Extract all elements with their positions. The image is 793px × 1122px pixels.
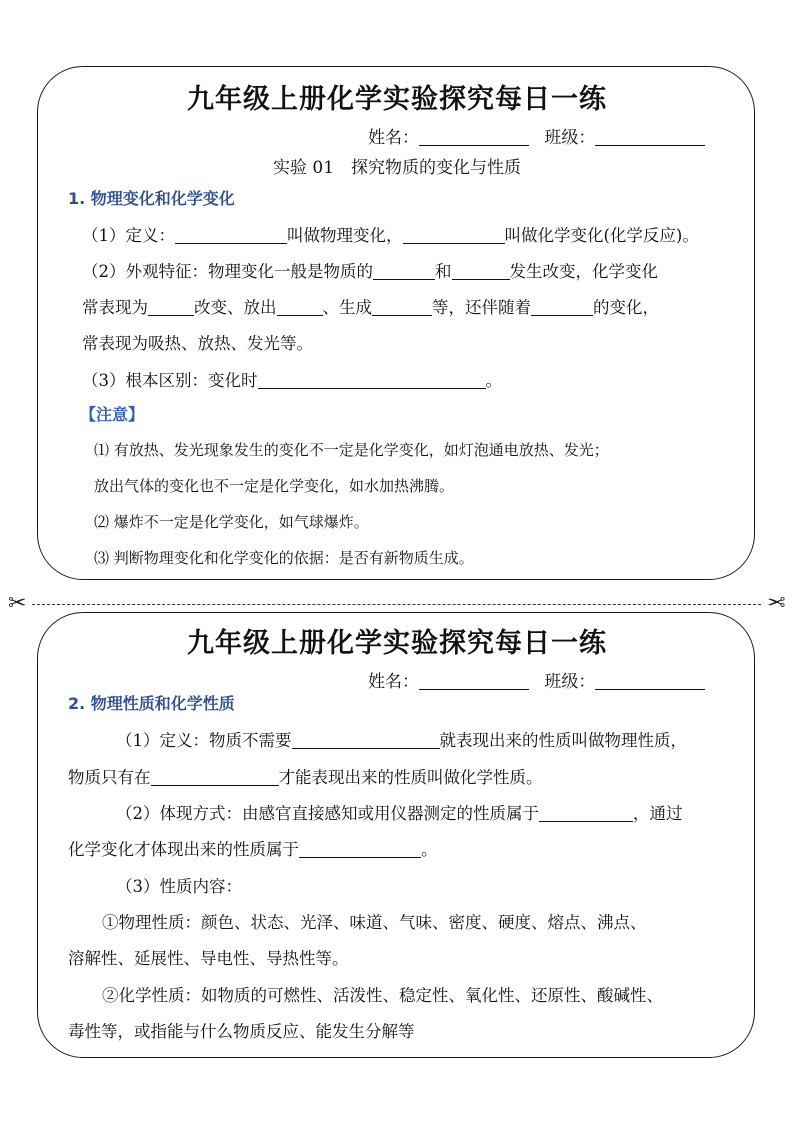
answer-blank[interactable] <box>148 299 194 317</box>
text: 叫做化学变化(化学反应)。 <box>504 226 699 245</box>
note-line: 放出气体的变化也不一定是化学变化，如水加热沸腾。 <box>94 477 455 495</box>
answer-blank[interactable] <box>258 372 486 390</box>
text: （3）根本区别：变化时 <box>82 371 258 390</box>
text: （2）外观特征：物理变化一般是物质的 <box>82 262 373 281</box>
section-heading: 1. 物理变化和化学变化 <box>68 189 235 208</box>
text: 等，还伴随着 <box>432 298 531 317</box>
chemical-property-line-1: ②化学性质：如物质的可燃性、活泼性、稳定性、氧化性、还原性、酸碱性、 <box>102 986 663 1005</box>
dashed-divider <box>32 604 761 605</box>
expression-line-2 <box>68 836 438 860</box>
answer-blank[interactable] <box>277 299 323 317</box>
worksheet-card-1 <box>37 66 755 580</box>
scissors-icon: ✂ <box>766 591 785 616</box>
name-blank[interactable] <box>419 128 529 146</box>
name-label: 姓名： <box>368 672 419 692</box>
name-blank[interactable] <box>419 672 529 690</box>
class-blank[interactable] <box>595 128 705 146</box>
name-class-row <box>368 667 705 692</box>
answer-blank[interactable] <box>403 227 505 245</box>
text: 化学变化才体现出来的性质属于 <box>68 840 299 859</box>
answer-blank[interactable] <box>531 299 593 317</box>
answer-blank[interactable] <box>299 841 421 859</box>
text: 发生改变，化学变化 <box>509 262 658 281</box>
text: （2）体现方式：由感官直接感知或用仪器测定的性质属于 <box>116 804 539 823</box>
text: ，通过 <box>633 804 683 823</box>
difference-line <box>82 367 502 391</box>
answer-blank[interactable] <box>373 263 435 281</box>
text: 才能表现出来的性质叫做化学性质。 <box>278 768 543 787</box>
text: 和 <box>435 262 452 281</box>
scissors-icon: ✂ <box>8 591 27 616</box>
content-heading: （3）性质内容： <box>116 877 242 896</box>
answer-blank[interactable] <box>452 263 510 281</box>
answer-blank[interactable] <box>292 732 440 750</box>
text: 。 <box>485 371 502 390</box>
text: 叫做物理变化， <box>287 226 403 245</box>
class-label: 班级： <box>544 128 596 148</box>
definition-line <box>82 222 699 246</box>
text: 常表现为 <box>82 298 148 317</box>
note-line: ⑵ 爆炸不一定是化学变化，如气球爆炸。 <box>94 513 369 531</box>
text: 。 <box>421 840 438 859</box>
text: 就表现出来的性质叫做物理性质， <box>439 731 687 750</box>
answer-blank[interactable] <box>372 299 432 317</box>
text: 、生成 <box>322 298 372 317</box>
note-line: ⑶ 判断物理变化和化学变化的依据：是否有新物质生成。 <box>94 549 474 567</box>
feature-line-3: 常表现为吸热、放热、发光等。 <box>82 334 313 353</box>
text: 改变、放出 <box>194 298 277 317</box>
definition-line-2 <box>68 764 543 788</box>
worksheet-card-2 <box>37 612 755 1058</box>
expression-line-1 <box>116 800 683 824</box>
answer-blank[interactable] <box>539 805 633 823</box>
section-heading: 2. 物理性质和化学性质 <box>68 694 235 713</box>
name-class-row <box>368 123 705 148</box>
experiment-subtitle: 实验 01 探究物质的变化与性质 <box>272 158 522 178</box>
feature-line-2 <box>82 294 659 318</box>
feature-line-1 <box>82 258 658 282</box>
text: （1）定义： <box>82 226 175 245</box>
text: 的变化， <box>593 298 659 317</box>
answer-blank[interactable] <box>175 227 287 245</box>
worksheet-title: 九年级上册化学实验探究每日一练 <box>187 84 607 115</box>
note-label: 【注意】 <box>80 405 145 424</box>
class-label: 班级： <box>544 672 596 692</box>
physical-property-line-2: 溶解性、延展性、导电性、导热性等。 <box>68 949 349 968</box>
definition-line-1 <box>116 727 687 751</box>
text: 物质只有在 <box>68 768 151 787</box>
worksheet-title: 九年级上册化学实验探究每日一练 <box>187 628 607 659</box>
text: （1）定义：物质不需要 <box>116 731 292 750</box>
answer-blank[interactable] <box>151 769 279 787</box>
chemical-property-line-2: 毒性等，或指能与什么物质反应、能发生分解等 <box>68 1022 415 1041</box>
note-line: ⑴ 有放热、发光现象发生的变化不一定是化学变化，如灯泡通电放热、发光； <box>94 441 609 459</box>
physical-property-line-1: ①物理性质：颜色、状态、光泽、味道、气味、密度、硬度、熔点、沸点、 <box>102 913 647 932</box>
class-blank[interactable] <box>595 672 705 690</box>
name-label: 姓名： <box>368 128 419 148</box>
